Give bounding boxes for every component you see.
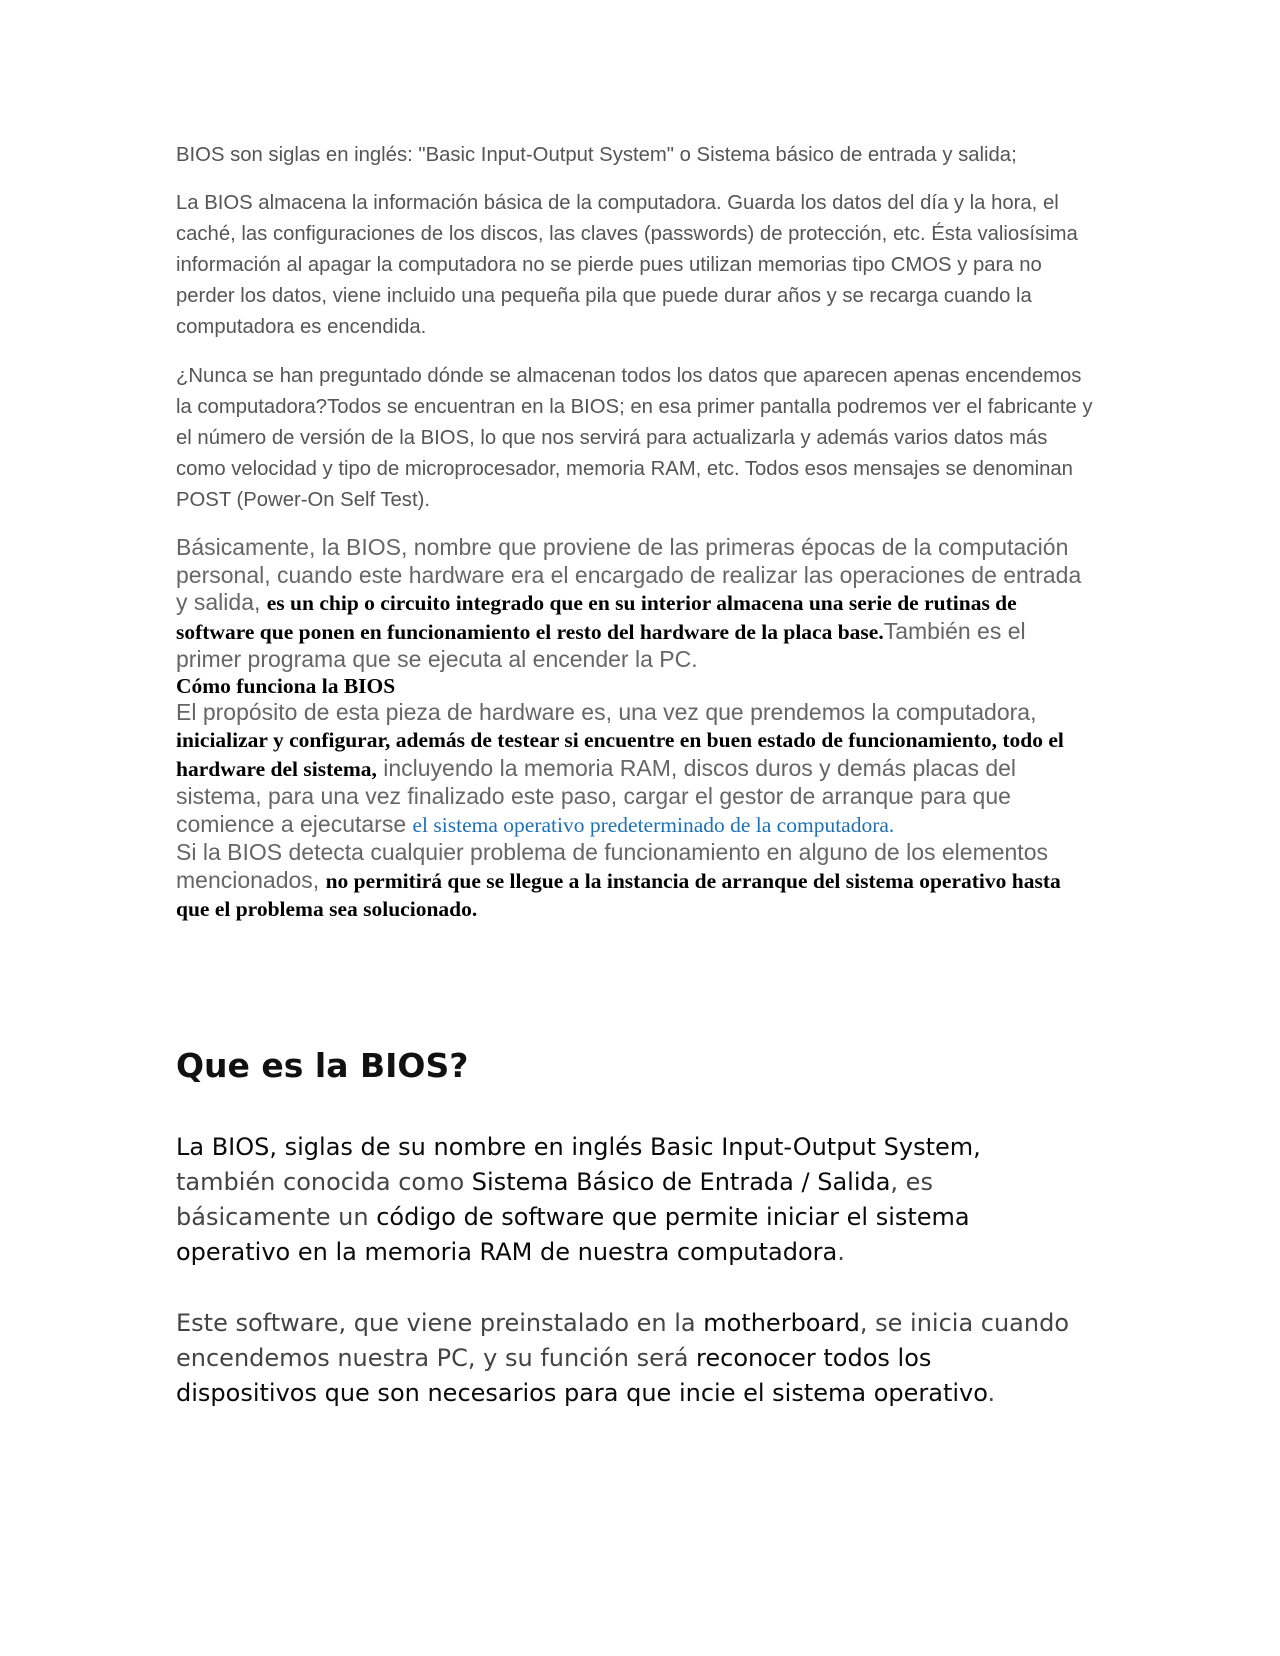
text-span: El propósito de esta pieza de hardware es, una vez que prendemos la computadora, xyxy=(176,698,1037,725)
subheading-como-funciona: Cómo funciona la BIOS xyxy=(176,673,396,698)
text-span: Sistema Básico de Entrada / Salida xyxy=(471,1168,891,1196)
paragraph-bios-summary xyxy=(176,1130,1076,1270)
text-span: Este software, que viene preinstalado en la xyxy=(176,1309,704,1337)
text-span: motherboard xyxy=(703,1309,860,1337)
bold-text: no permitirá que se llegue a la instancia de arranque del sistema operativo hasta que el problema sea solucionado. xyxy=(176,868,1061,921)
text-span: . xyxy=(987,1379,996,1407)
paragraph-post-messages: ¿Nunca se han preguntado dónde se almacenan todos los datos que aparecen apenas encendemos la computadora?Todos se encuentran en la BIOS; en esa primer pantalla podremos ver el fabricante y el número de versión de la BIOS, lo que nos servirá para actualizarla y además varios datos más como velocidad y tipo de microprocesador, memoria RAM, etc. Todos esos mensajes se denominan POST (Power-On Self Test). xyxy=(176,365,1093,511)
paragraph-bios-error xyxy=(176,839,1096,924)
paragraph-bios-software xyxy=(176,1306,1076,1411)
bold-text: inicializar y configurar, además de testear si encuentre en buen estado de funcionamiento, todo el hardware del sistema, xyxy=(176,728,1064,781)
text-span: . xyxy=(837,1238,845,1266)
paragraph-bios-purpose xyxy=(176,699,1096,840)
paragraph-bios-acronym: BIOS son siglas en inglés: "Basic Input-Output System" o Sistema básico de entrada y salida; xyxy=(176,144,1017,166)
paragraph-bios-storage: La BIOS almacena la información básica de la computadora. Guarda los datos del día y la hora, el caché, las configuraciones de los discos, las claves (passwords) de protección, etc. Ésta valiosísima información al apagar la computadora no se pierde pues utilizan memorias tipo CMOS y para no perder los datos, viene incluido una pequeña pila que puede durar años y se recarga cuando la computadora es encendida. xyxy=(176,192,1078,338)
text-span: La BIOS, siglas de su nombre en inglés Basic Input-Output System, xyxy=(176,1133,981,1161)
text-span: Básicamente, la BIOS, nombre que proviene de las primeras épocas de la computación personal, cuando este hardware era el encargado de realizar las operaciones de entrada y salida, xyxy=(176,534,1082,615)
paragraph-bios-definition xyxy=(176,534,1096,674)
text-span: incluyendo la memoria RAM, discos duros y demás placas del sistema, para una vez finalizado este paso, cargar el gestor de arranque para que comience a ejecutarse xyxy=(176,754,1017,837)
heading-que-es-bios: Que es la BIOS? xyxy=(176,1046,469,1085)
text-span: código de software que permite iniciar el sistema operativo en la memoria RAM de nuestra computadora xyxy=(176,1203,970,1266)
bold-text: es un chip o circuito integrado que en su interior almacena una serie de rutinas de software que ponen en funcionamiento el resto del hardware de la placa base. xyxy=(176,591,1017,644)
document-page xyxy=(176,140,1096,1407)
text-span: También es el primer programa que se ejecuta al encender la PC. xyxy=(176,617,1026,672)
text-span: Si la BIOS detecta cualquier problema de funcionamiento en alguno de los elementos mencionados, xyxy=(176,839,1048,893)
text-span: , es básicamente un xyxy=(176,1168,933,1231)
os-link[interactable]: el sistema operativo predeterminado de la computadora. xyxy=(412,812,895,837)
text-span: también conocida como xyxy=(176,1168,472,1196)
text-span: , se inicia cuando encendemos nuestra PC, y su función será xyxy=(176,1309,1070,1372)
text-span: reconocer todos los dispositivos que son necesarios para que incie el sistema operativo xyxy=(176,1344,988,1407)
